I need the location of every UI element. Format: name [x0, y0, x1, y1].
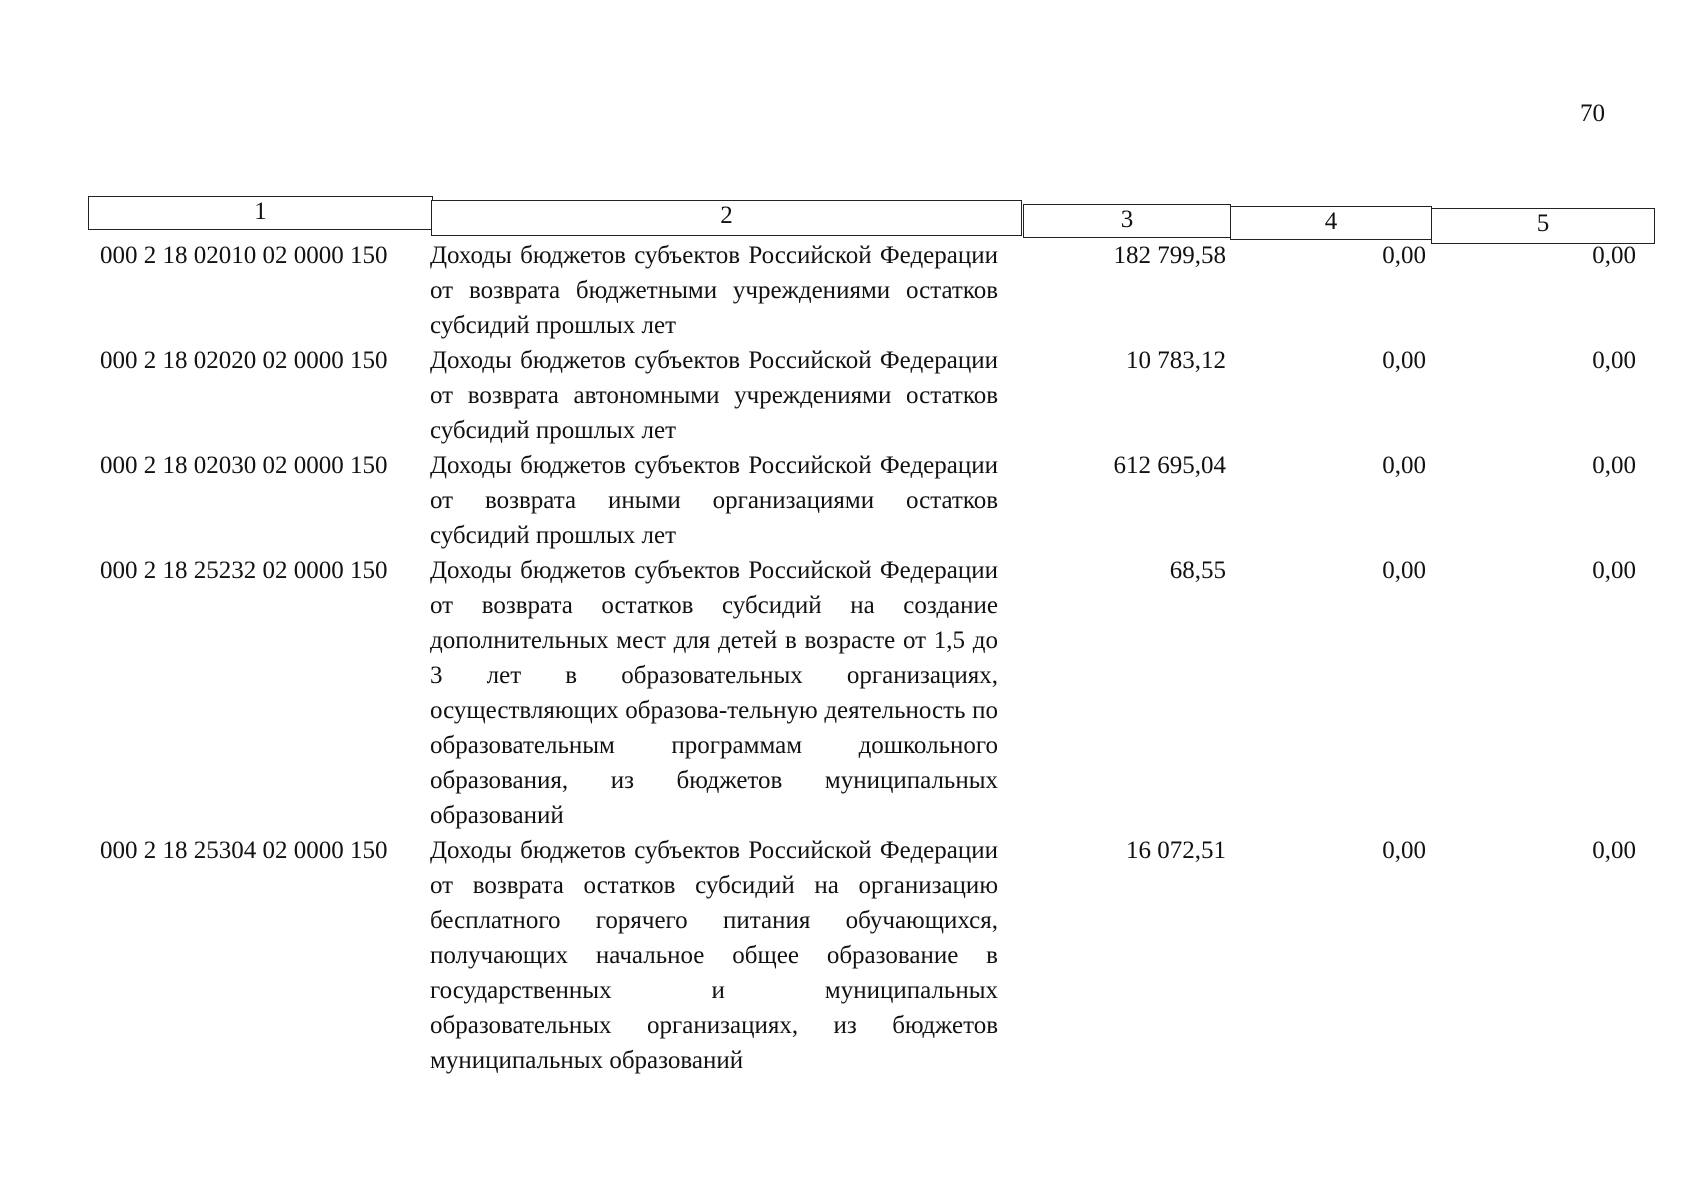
table-row	[100, 343, 1660, 448]
table-row	[100, 833, 1660, 1078]
row-description: Доходы бюджетов субъектов Российской Федерации от возврата бюджетными учреждениями остатков субсидий прошлых лет	[430, 242, 998, 339]
budget-table-body	[100, 238, 1660, 1078]
header-cell-3: 3	[1023, 204, 1231, 238]
row-value-col5: 0,00	[1592, 452, 1636, 479]
row-value-col3: 68,55	[1169, 557, 1226, 584]
table-row	[100, 553, 1660, 833]
row-description: Доходы бюджетов субъектов Российской Федерации от возврата автономными учреждениями остатков субсидий прошлых лет	[430, 347, 998, 444]
row-description: Доходы бюджетов субъектов Российской Федерации от возврата иными организациями остатков субсидий прошлых лет	[430, 452, 998, 549]
row-value-col4: 0,00	[1382, 837, 1426, 864]
row-value-col5: 0,00	[1592, 242, 1636, 269]
row-code: 000 2 18 02020 02 0000 150	[100, 347, 388, 374]
row-value-col4: 0,00	[1382, 452, 1426, 479]
row-code: 000 2 18 02010 02 0000 150	[100, 242, 388, 269]
row-value-col3: 182 799,58	[1113, 242, 1226, 269]
header-cell-2: 2	[431, 200, 1022, 236]
row-value-col3: 16 072,51	[1126, 837, 1226, 864]
header-cell-1: 1	[88, 196, 433, 230]
row-value-col3: 612 695,04	[1113, 452, 1226, 479]
row-value-col4: 0,00	[1382, 242, 1426, 269]
row-value-col3: 10 783,12	[1126, 347, 1226, 374]
row-value-col4: 0,00	[1382, 347, 1426, 374]
page-number: 70	[1580, 100, 1605, 127]
row-description: Доходы бюджетов субъектов Российской Федерации от возврата остатков субсидий на организацию бесплатного горячего питания обучающихся, получающих начальное общее образование в государственных и муниципальных образовательных организациях, из бюджетов муниципальных образований	[430, 837, 998, 1074]
table-row	[100, 448, 1660, 553]
row-value-col4: 0,00	[1382, 557, 1426, 584]
header-cell-4: 4	[1230, 206, 1432, 240]
header-cell-5: 5	[1431, 208, 1655, 244]
row-code: 000 2 18 02030 02 0000 150	[100, 452, 388, 479]
table-row	[100, 238, 1660, 343]
row-code: 000 2 18 25304 02 0000 150	[100, 837, 388, 864]
row-value-col5: 0,00	[1592, 557, 1636, 584]
row-description: Доходы бюджетов субъектов Российской Федерации от возврата остатков субсидий на создание дополнительных мест для детей в возрасте от 1,5 до 3 лет в образовательных организациях, осуществляющих образова-тельную деятельность по образовательным программам дошкольного образования, из бюджетов муниципальных образований	[430, 557, 998, 829]
row-code: 000 2 18 25232 02 0000 150	[100, 557, 388, 584]
row-value-col5: 0,00	[1592, 347, 1636, 374]
row-value-col5: 0,00	[1592, 837, 1636, 864]
